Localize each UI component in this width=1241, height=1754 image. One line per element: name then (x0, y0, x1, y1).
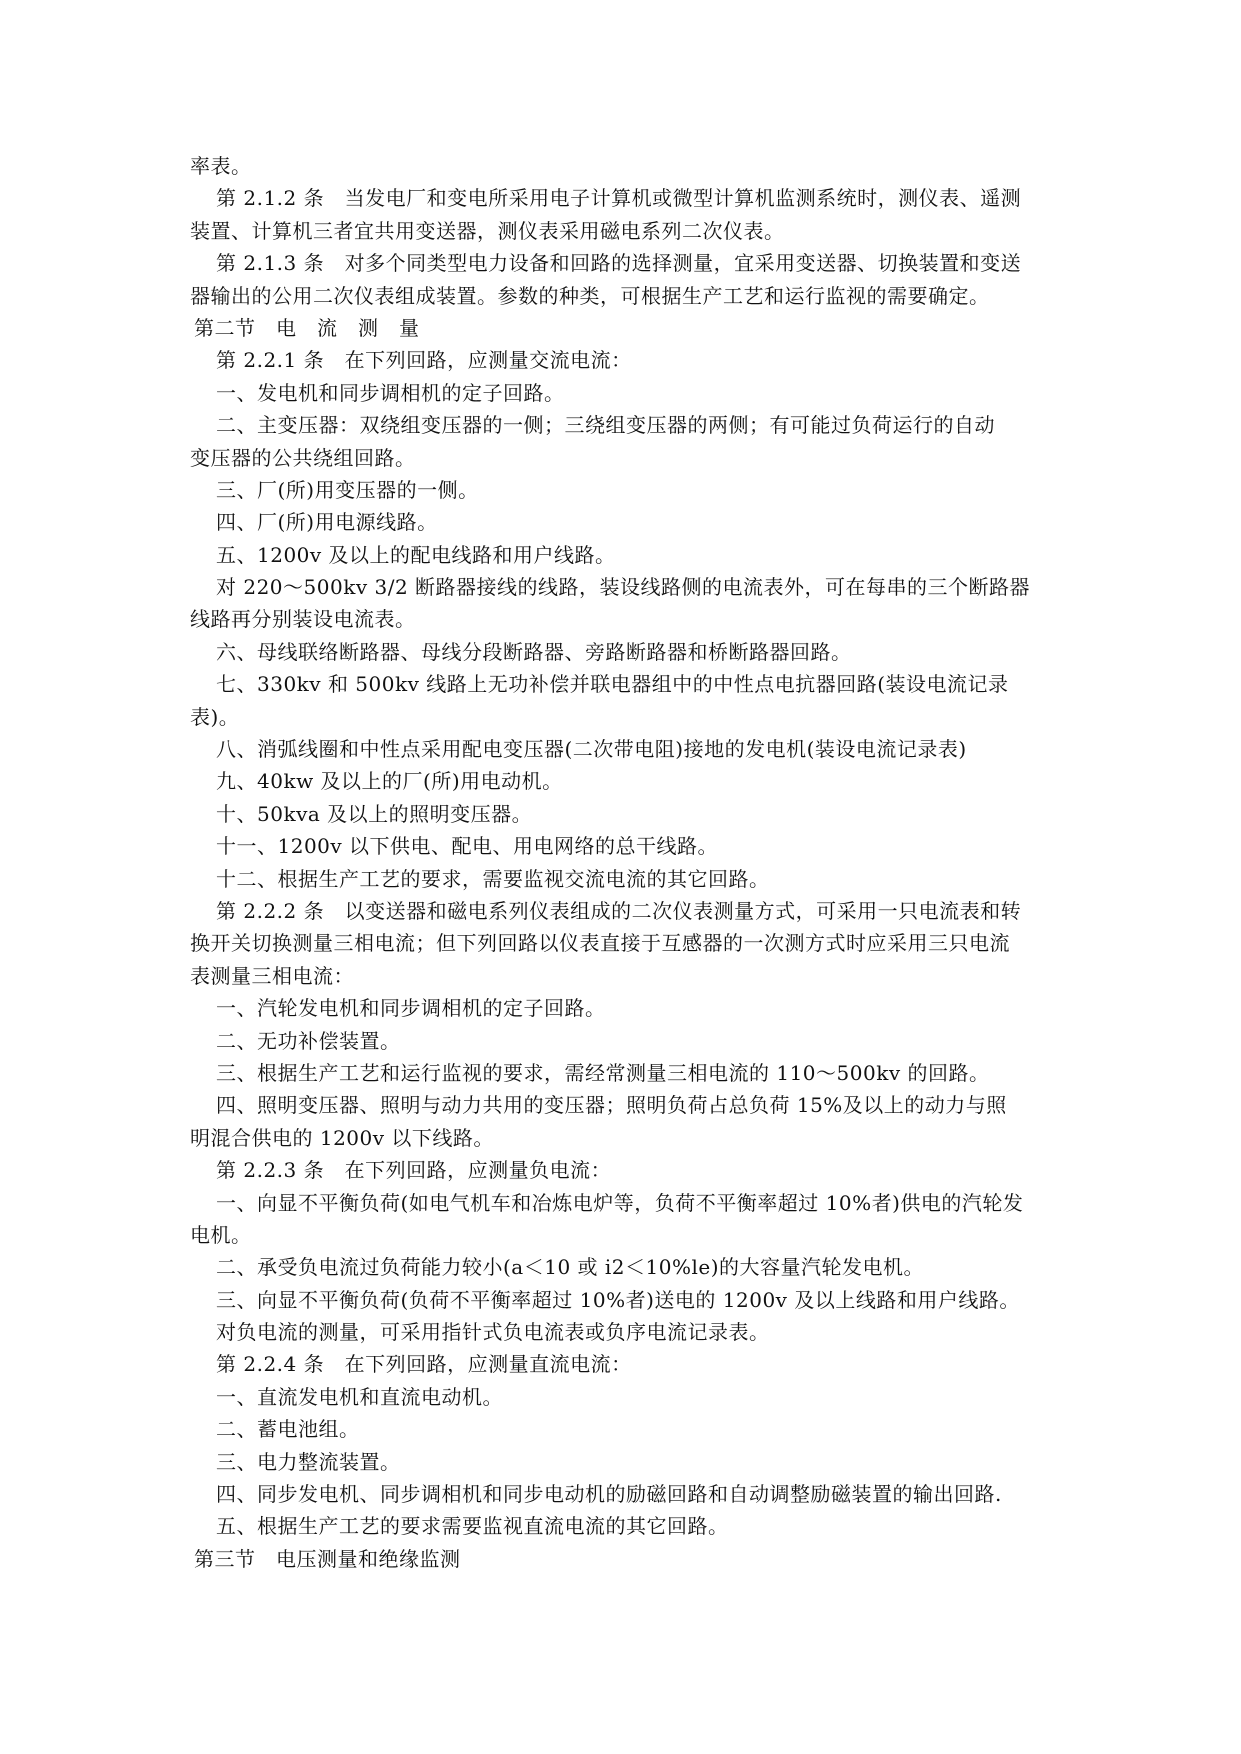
text-line: 四、厂(所)用电源线路。 (216, 510, 438, 535)
text-line: 三、电力整流装置。 (216, 1449, 401, 1474)
text-line: 十一、1200v 以下供电、配电、用电网络的总干线路。 (216, 834, 719, 859)
text-line: 一、发电机和同步调相机的定子回路。 (216, 380, 565, 405)
text-line: 第 2.2.4 条 在下列回路，应测量直流电流： (216, 1352, 632, 1377)
text-line: 十、50kva 及以上的照明变压器。 (216, 801, 533, 826)
text-line: 表)。 (190, 704, 240, 729)
text-line: 二、无功补偿装置。 (216, 1028, 401, 1053)
text-line: 第 2.2.3 条 在下列回路，应测量负电流： (216, 1158, 612, 1183)
text-line: 五、根据生产工艺的要求需要监视直流电流的其它回路。 (216, 1514, 729, 1539)
text-line: 四、同步发电机、同步调相机和同步电动机的励磁回路和自动调整励磁装置的输出回路. (216, 1482, 1002, 1507)
text-line: 六、母线联络断路器、母线分段断路器、旁路断路器和桥断路器回路。 (216, 639, 852, 664)
text-line: 第 2.1.3 条 对多个同类型电力设备和回路的选择测量，宜采用变送器、切换装置和变送 (216, 251, 1022, 276)
text-line: 对 220～500kv 3/2 断路器接线的线路，装设线路侧的电流表外，可在每串的三个断路器 (216, 575, 1031, 600)
text-line: 二、蓄电池组。 (216, 1417, 360, 1442)
text-line: 三、厂(所)用变压器的一侧。 (216, 477, 479, 502)
section-heading: 第二节 电 流 测 量 (194, 315, 420, 340)
text-line: 七、330kv 和 500kv 线路上无功补偿并联电器组中的中性点电抗器回路(装设电流记录 (216, 672, 1009, 697)
text-line: 十二、根据生产工艺的要求，需要监视交流电流的其它回路。 (216, 866, 770, 891)
text-line: 明混合供电的 1200v 以下线路。 (190, 1125, 494, 1150)
text-line: 表测量三相电流： (190, 963, 354, 988)
text-line: 率表。 (190, 154, 252, 178)
text-line: 三、向显不平衡负荷(负荷不平衡率超过 10%者)送电的 1200v 及以上线路和用户线路。 (216, 1287, 1020, 1312)
text-line: 线路再分别装设电流表。 (190, 607, 416, 632)
text-line: 电机。 (190, 1222, 252, 1247)
text-line: 一、向显不平衡负荷(如电气机车和冶炼电炉等，负荷不平衡率超过 10%者)供电的汽轮发 (216, 1190, 1024, 1215)
text-line: 三、根据生产工艺和运行监视的要求，需经常测量三相电流的 110～500kv 的回路。 (216, 1060, 990, 1085)
text-line: 对负电流的测量，可采用指针式负电流表或负序电流记录表。 (216, 1320, 770, 1345)
text-line: 第 2.1.2 条 当发电厂和变电所采用电子计算机或微型计算机监测系统时，测仪表、遥测 (216, 186, 1022, 211)
text-line: 五、1200v 及以上的配电线路和用户线路。 (216, 542, 616, 567)
text-line: 第 2.2.2 条 以变送器和磁电系列仪表组成的二次仪表测量方式，可采用一只电流表和转 (216, 898, 1022, 923)
text-line: 换开关切换测量三相电流；但下列回路以仪表直接于互感器的一次测方式时应采用三只电流 (190, 931, 1010, 956)
section-heading: 第三节 电压测量和绝缘监测 (194, 1546, 461, 1571)
text-line: 八、消弧线圈和中性点采用配电变压器(二次带电阻)接地的发电机(装设电流记录表) (216, 737, 967, 762)
text-line: 一、汽轮发电机和同步调相机的定子回路。 (216, 996, 606, 1021)
text-line: 四、照明变压器、照明与动力共用的变压器；照明负荷占总负荷 15%及以上的动力与照 (216, 1093, 1007, 1118)
text-line: 一、直流发电机和直流电动机。 (216, 1384, 503, 1409)
text-line: 装置、计算机三者宜共用变送器，测仪表采用磁电系列二次仪表。 (190, 218, 785, 243)
document-page (190, 150, 1060, 1575)
text-line: 二、承受负电流过负荷能力较小(a＜10 或 i2＜10%le)的大容量汽轮发电机。 (216, 1255, 924, 1280)
text-line: 九、40kw 及以上的厂(所)用电动机。 (216, 769, 563, 794)
text-line: 二、主变压器：双绕组变压器的一侧；三绕组变压器的两侧；有可能过负荷运行的自动 (216, 413, 995, 438)
text-line: 器输出的公用二次仪表组成装置。参数的种类，可根据生产工艺和运行监视的需要确定。 (190, 283, 990, 308)
text-line: 变压器的公共绕组回路。 (190, 445, 416, 470)
text-line: 第 2.2.1 条 在下列回路，应测量交流电流： (216, 348, 632, 373)
